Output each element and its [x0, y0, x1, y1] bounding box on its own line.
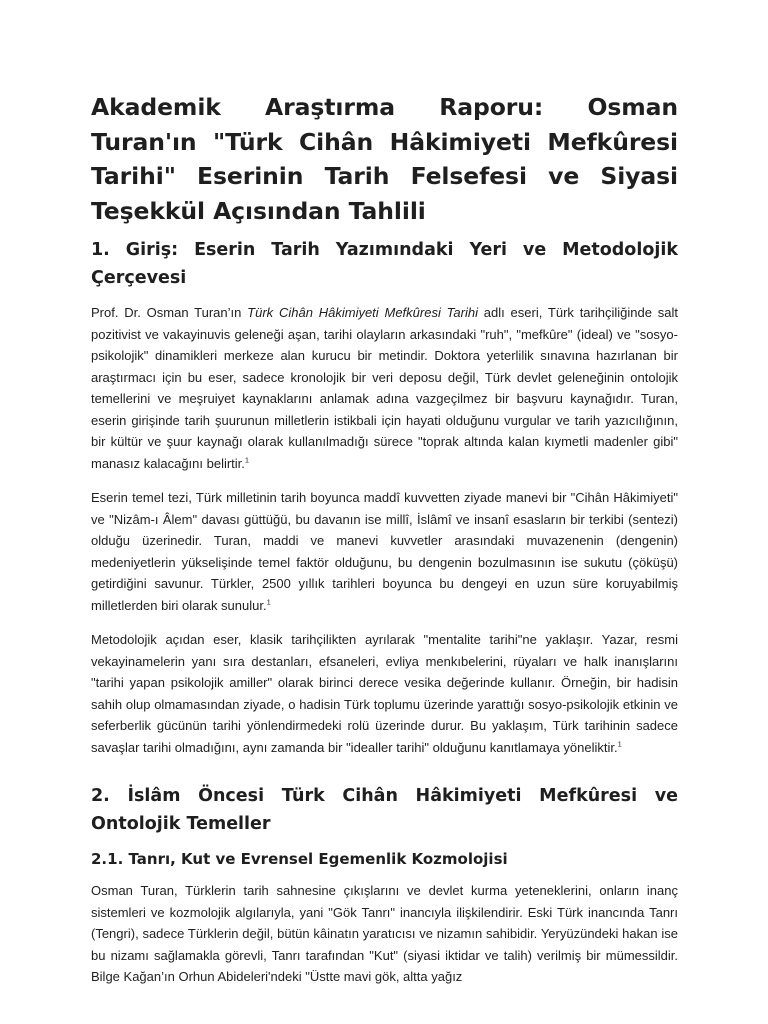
paragraph-text: Osman Turan, Türklerin tarih sahnesine çıkışlarını ve devlet kurma yeteneklerini, onların inanç sistemleri ve kozmolojik algılarıyla, yani "Gök Tanrı" inancıyla ilişkilendirir. Eski Türk inancında Tanrı (Tengri), sadece Türklerin değil, bütün kâinatın yaratıcısı ve nizamın sahibidir. Yeryüzündeki hakan ise bu nizamı sağlamakla görevli, Tanrı tarafından "Kut" (siyasi iktidar ve talih) verilmiş bir mümessildir. Bilge Kağan’ın Orhun Abideleri'ndeki "Üstte mavi gök, altta yağız — [91, 883, 678, 984]
footnote-marker[interactable]: 1 — [617, 739, 622, 749]
paragraph — [91, 487, 678, 616]
paragraph-text: Prof. Dr. Osman Turan’ın — [91, 305, 248, 320]
paragraph-text: Metodolojik açıdan eser, klasik tarihçilikten ayrılarak "mentalite tarihi"ne yaklaşır. Yazar, resmi vekayinamelerin yanı sıra destanları, efsaneleri, evliya menkıbelerini, rüyaları ve halk inanışlarını "tarihi yapan psikolojik amiller" olarak birinci derece vesika değerinde kullanır. Örneğin, bir hadisin sahih olup olmamasından ziyade, o hadisin Türk toplumu üzerinde yarattığı sosyo-psikolojik etkinin ve seferberlik gücünün tarihi yönlendirmedeki rolü üzerinde durur. Bu yaklaşım, Türk tarihinin sadece savaşlar tarihi olmadığını, aynı zamanda bir "idealler tarihi" olduğunu kanıtlamaya yöneliktir. — [91, 632, 678, 755]
footnote-marker[interactable]: 1 — [266, 597, 271, 607]
book-title-italic: Türk Cihân Hâkimiyeti Mefkûresi Tarihi — [247, 305, 478, 320]
subsection-heading: 2.1. Tanrı, Kut ve Evrensel Egemenlik Kozmolojisi — [91, 850, 508, 868]
paragraph — [91, 880, 678, 988]
document-title: Akademik Araştırma Raporu: Osman Turan'ın "Türk Cihân Hâkimiyeti Mefkûresi Tarihi" Eserinin Tarih Felsefesi ve Siyasi Teşekkül Açısından Tahlili — [91, 93, 678, 225]
paragraph-text: adlı eseri, Türk tarihçiliğinde salt pozitivist ve vakayinuvis geleneği aşan, tarihi olayların arkasındaki "ruh", "mefkûre" (ideal) ve "sosyo-psikolojik" dinamikleri merkeze alan kurucu bir metindir. Doktora yeterlilik sınavına hazırlanan bir araştırmacı için bu eser, sadece kronolojik bir veri deposu değil, Türk devlet geleneğinin ontolojik temellerini ve meşruiyet kaynaklarını anlamak adına vazgeçilmez bir başvuru kaynağıdır. Turan, eserin girişinde tarih şuurunun milletlerin istikbali için hayati olduğunu vurgular ve tarih yazıcılığının, bir kültür ve şuur kaynağı olarak kullanılmadığı sürece "toprak altında kalan kıymetli madenler gibi" manasız kalacağını belirtir. — [91, 305, 678, 471]
paragraph — [91, 302, 678, 474]
section-heading-introduction: 1. Giriş: Eserin Tarih Yazımındaki Yeri ve Metodolojik Çerçevesi — [91, 240, 678, 288]
paragraph-text: Eserin temel tezi, Türk milletinin tarih boyunca maddî kuvvetten ziyade manevi bir "Cihân Hâkimiyeti" ve "Nizâm-ı Âlem" davası güttüğü, bu davanın ise millî, İslâmî ve insanî esasların bir terkibi (sentezi) olduğu üzerinedir. Turan, maddi ve manevi kuvvetler arasındaki muvazenenin (dengenin) medeniyetlerin yükselişinde temel faktör olduğunu, bu dengenin bozulmasının ise sukutu (çöküşü) getirdiğini savunur. Türkler, 2500 yıllık tarihleri boyunca bu dengeyi en uzun süre koruyabilmiş milletlerden biri olarak sunulur. — [91, 490, 678, 613]
footnote-marker[interactable]: 1 — [244, 455, 250, 465]
paragraph — [91, 629, 678, 758]
section-heading-pre-islamic: 2. İslâm Öncesi Türk Cihân Hâkimiyeti Mefkûresi ve Ontolojik Temeller — [91, 786, 678, 834]
